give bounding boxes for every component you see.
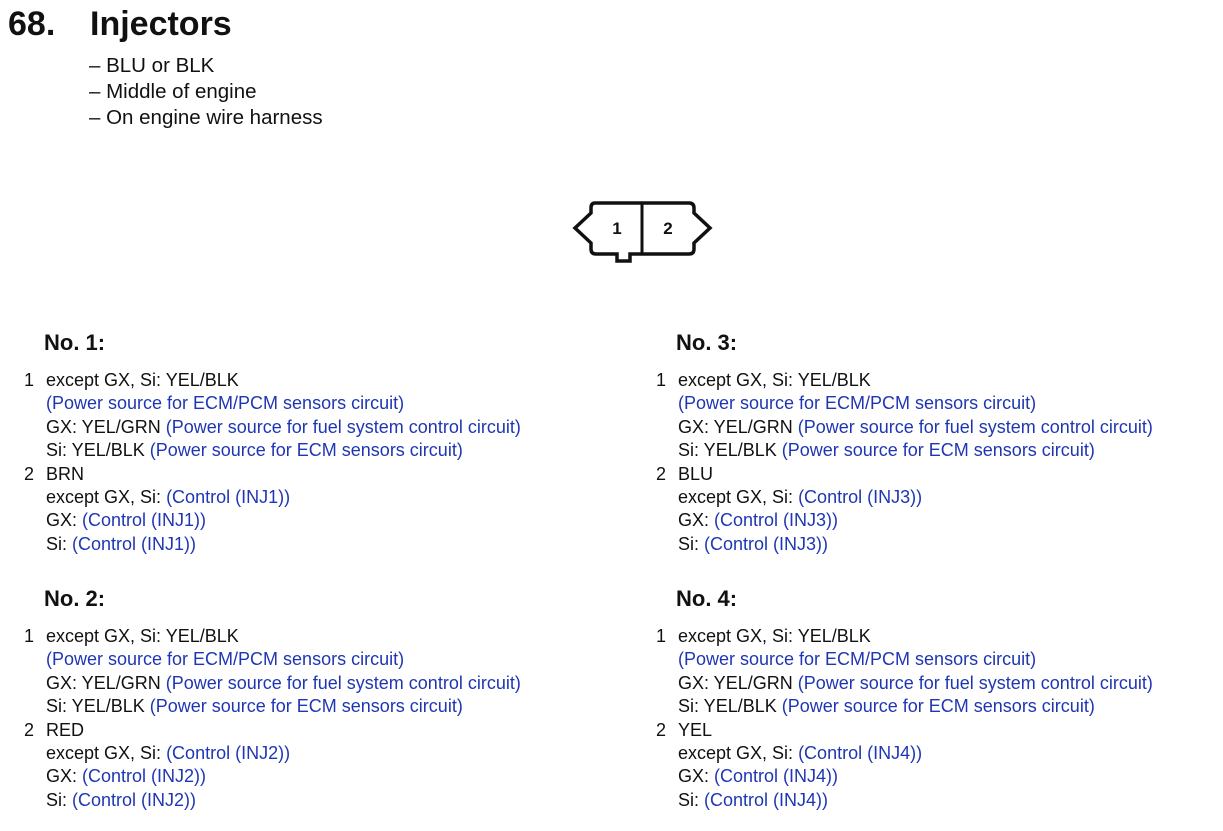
circuit-text: (Control (INJ2)) [82,766,207,787]
pin-line [24,509,624,532]
pin-line [24,392,624,415]
circuit-text: (Control (INJ3)) [704,533,829,554]
connector-pin-2: 2 [663,219,673,238]
pin-line [656,416,1223,439]
pin-line [656,719,1223,742]
pin-number: 1 [656,370,667,390]
circuit-text: (Power source for ECM sensors circuit) [781,696,1095,717]
wire-text: except GX, Si: YEL/BLK [46,370,239,390]
section-title: Injectors [90,5,232,43]
pin-number: 2 [656,463,667,484]
circuit-text: (Control (INJ1)) [72,533,197,554]
wire-text: GX: [678,766,715,787]
circuit-text: (Control (INJ1)) [166,487,291,508]
wire-text: GX: [678,510,715,531]
page-heading [8,2,232,46]
injector-2-block [24,585,624,812]
injector-title: No. 2: [44,586,106,611]
wire-text: Si: [678,789,705,810]
pin-line [24,439,624,462]
pin-line [656,533,1223,556]
circuit-text: (Power source for ECM sensors circuit) [149,696,463,717]
connector-pin-1: 1 [612,219,622,238]
pin-line [656,509,1223,532]
wire-text: except GX, Si: [46,487,167,508]
pin-line [656,672,1223,695]
pin-line [24,695,624,718]
pin-line [24,369,624,392]
pin-number: 2 [24,463,35,484]
circuit-text: (Control (INJ2)) [72,789,197,810]
pin-line [24,765,624,788]
pin-line [24,486,624,509]
wire-text: BLU [678,463,714,484]
circuit-text: (Power source for ECM sensors circuit) [149,440,463,461]
pin-line [656,625,1223,648]
circuit-text: (Control (INJ3)) [714,510,839,531]
pin-number: 2 [24,719,35,740]
wire-text: Si: [46,533,73,554]
wire-text: Si: YEL/BLK [46,696,150,717]
wire-text: YEL [678,719,713,740]
injector-3-block [656,329,1223,556]
pin-number: 1 [24,370,35,390]
pin-number: 2 [656,719,667,740]
circuit-text: (Power source for fuel system control circuit) [797,416,1153,437]
pin-line [24,416,624,439]
wire-text: GX: YEL/GRN [678,672,798,693]
wire-text: GX: YEL/GRN [678,416,798,437]
injector-4-block [656,585,1223,812]
circuit-text: (Control (INJ4)) [714,766,839,787]
wire-text: except GX, Si: YEL/BLK [678,626,871,646]
pin-line [656,765,1223,788]
location-notes [89,53,323,131]
pin-line [656,463,1223,486]
pin-line [656,695,1223,718]
wire-text: except GX, Si: [46,743,167,764]
injector-title: No. 3: [676,330,738,355]
pin-line [24,625,624,648]
pin-line [656,789,1223,812]
injector-title: No. 1: [44,330,106,355]
wire-text: Si: YEL/BLK [678,696,782,717]
wire-text: Si: YEL/BLK [678,440,782,461]
wire-text: except GX, Si: YEL/BLK [678,370,871,390]
wire-text: RED [46,719,85,740]
wire-text: GX: YEL/GRN [46,672,166,693]
wire-text: GX: YEL/GRN [46,416,166,437]
wire-text: Si: [46,789,73,810]
circuit-text: (Control (INJ3)) [798,487,923,508]
circuit-text: (Power source for ECM/PCM sensors circuit) [46,393,405,414]
note-harness: – On engine wire harness [89,106,323,129]
pin-line [24,533,624,556]
pin-line [656,392,1223,415]
circuit-text: (Control (INJ4)) [704,789,829,810]
wire-text: GX: [46,766,83,787]
pin-line [656,742,1223,765]
note-position: – Middle of engine [89,80,257,103]
wire-text: except GX, Si: [678,487,799,508]
circuit-text: (Control (INJ1)) [82,510,207,531]
wire-text: GX: [46,510,83,531]
circuit-text: (Power source for ECM/PCM sensors circuit) [678,649,1037,670]
injector-1-block [24,329,624,556]
circuit-text: (Power source for fuel system control circuit) [797,672,1153,693]
circuit-text: (Power source for ECM sensors circuit) [781,440,1095,461]
pin-line [656,439,1223,462]
note-color: – BLU or BLK [89,54,215,77]
pin-line [656,648,1223,671]
wire-text: Si: [678,533,705,554]
circuit-text: (Power source for fuel system control circuit) [165,672,521,693]
pin-line [24,789,624,812]
pin-number: 1 [656,626,667,646]
pin-line [656,369,1223,392]
pin-line [24,672,624,695]
circuit-text: (Power source for ECM/PCM sensors circuit) [678,393,1037,414]
pin-line [24,719,624,742]
pin-line [24,742,624,765]
injector-title: No. 4: [676,586,738,611]
pin-number: 1 [24,626,35,646]
pin-line [24,463,624,486]
pin-line [24,648,624,671]
circuit-text: (Control (INJ2)) [166,743,291,764]
circuit-text: (Power source for ECM/PCM sensors circuit) [46,649,405,670]
wire-text: Si: YEL/BLK [46,440,150,461]
circuit-text: (Control (INJ4)) [798,743,923,764]
pin-line [656,486,1223,509]
connector-diagram [572,200,714,264]
wire-text: except GX, Si: YEL/BLK [46,626,239,646]
wire-text: except GX, Si: [678,743,799,764]
section-number: 68. [8,5,56,43]
circuit-text: (Power source for fuel system control circuit) [165,416,521,437]
wire-text: BRN [46,463,85,484]
